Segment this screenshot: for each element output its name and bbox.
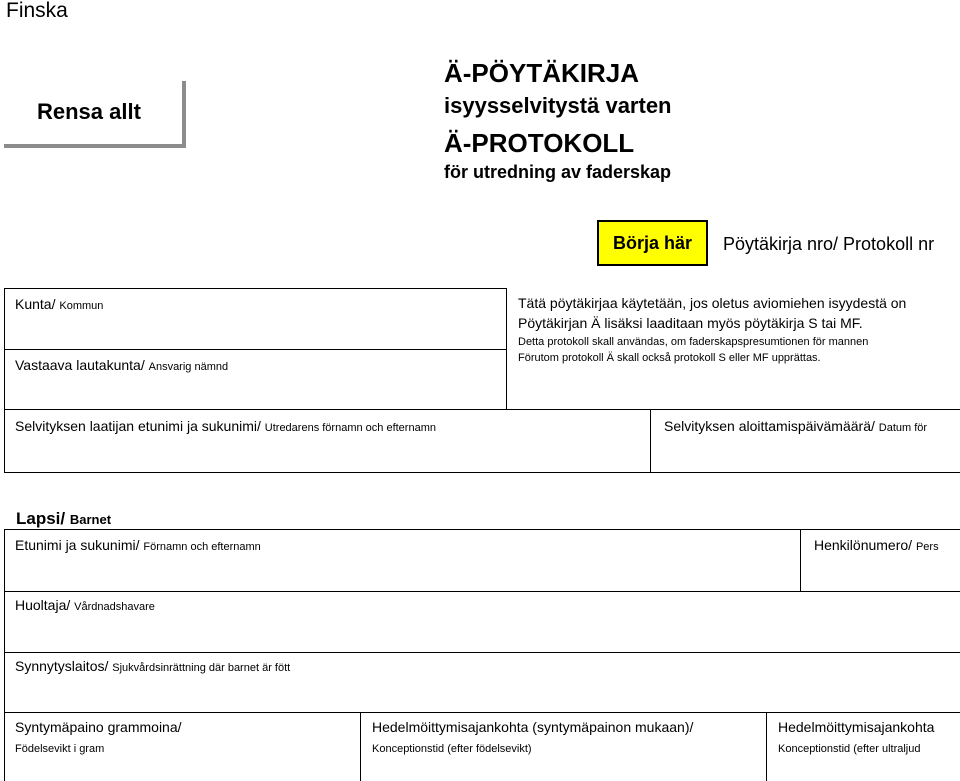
investigator-name-label-fi: Selvityksen laatijan etunimi ja sukunimi/	[15, 418, 261, 434]
birth-weight-label-fi: Syntymäpaino grammoina/	[15, 719, 182, 735]
start-date-field[interactable]	[651, 410, 960, 472]
investigator-name-label-sv: Utredarens förnamn och efternamn	[264, 422, 436, 434]
child-name-label	[15, 537, 261, 553]
info-line-4: Förutom protokoll Ä skall också protokoll S eller MF upprättas.	[518, 352, 821, 364]
start-date-label-fi: Selvityksen aloittamispäivämäärä/	[664, 418, 875, 434]
child-name-label-sv: Förnamn och efternamn	[143, 541, 261, 553]
clear-all-button[interactable]	[4, 81, 186, 148]
birthplace-label-fi: Synnytyslaitos/	[15, 658, 109, 674]
title-swedish: Ä-PROTOKOLL	[444, 128, 635, 158]
divider	[506, 288, 507, 410]
child-name-field[interactable]	[5, 530, 800, 591]
birthplace-field[interactable]	[5, 653, 960, 712]
guardian-field[interactable]	[5, 592, 960, 652]
birthplace-label	[15, 658, 290, 674]
info-line-2: Pöytäkirjan Ä lisäksi laaditaan myös pöytäkirja S tai MF.	[518, 315, 863, 331]
investigator-name-field[interactable]	[5, 410, 650, 472]
subtitle-swedish: för utredning av faderskap	[444, 162, 672, 182]
birth-weight-label-sv: Födelsevikt i gram	[15, 743, 105, 755]
info-line-1: Tätä pöytäkirjaa käytetään, jos oletus aviomiehen isyydestä on	[518, 295, 907, 311]
start-date-label	[664, 418, 927, 434]
title-finnish: Ä-PÖYTÄKIRJA	[444, 58, 640, 88]
conception-by-weight-label-fi: Hedelmöittymisajankohta (syntymäpainon mukaan)/	[372, 719, 694, 735]
guardian-label-sv: Vårdnadshavare	[74, 601, 155, 613]
conception-by-ultrasound-label-sv: Konceptionstid (efter ultraljud	[778, 743, 921, 755]
child-section-title-fi: Lapsi/	[16, 509, 66, 528]
child-ssn-label-fi: Henkilönumero/	[814, 537, 913, 553]
language-label: Finska	[6, 0, 68, 22]
start-here-button[interactable]: Börja här	[597, 220, 708, 266]
responsible-board-label-sv: Ansvarig nämnd	[148, 361, 229, 373]
divider	[4, 472, 960, 473]
responsible-board-field[interactable]	[5, 350, 506, 409]
info-line-3: Detta protokoll skall användas, om faderskapspresumtionen för mannen	[518, 336, 869, 348]
birth-weight-field[interactable]	[5, 713, 360, 781]
child-section-title-sv: Barnet	[69, 512, 112, 527]
conception-by-ultrasound-field[interactable]	[767, 713, 960, 781]
child-ssn-label	[814, 537, 939, 553]
guardian-label	[15, 597, 155, 613]
protocol-number-label: Pöytäkirja nro/ Protokoll nr	[723, 234, 935, 254]
responsible-board-label	[15, 357, 228, 373]
child-name-label-fi: Etunimi ja sukunimi/	[15, 537, 140, 553]
start-date-label-sv: Datum för	[878, 422, 928, 434]
subtitle-finnish: isyysselvitystä varten	[444, 93, 672, 118]
child-section-title	[16, 509, 111, 529]
birthplace-label-sv: Sjukvårdsinrättning där barnet är fött	[112, 662, 291, 674]
responsible-board-label-fi: Vastaava lautakunta/	[15, 357, 145, 373]
municipality-field[interactable]	[5, 289, 506, 349]
municipality-label-sv: Kommun	[59, 300, 104, 312]
conception-by-ultrasound-label-fi: Hedelmöittymisajankohta	[778, 719, 935, 735]
child-ssn-label-sv: Pers	[915, 541, 939, 553]
guardian-label-fi: Huoltaja/	[15, 597, 71, 613]
municipality-label-fi: Kunta/	[15, 296, 56, 312]
investigator-name-label	[15, 418, 436, 434]
conception-by-weight-field[interactable]	[361, 713, 766, 781]
conception-by-weight-label-sv: Konceptionstid (efter födelsevikt)	[372, 743, 532, 755]
clear-all-label: Rensa allt	[37, 99, 141, 124]
child-ssn-field[interactable]	[801, 530, 960, 591]
municipality-label	[15, 296, 103, 312]
